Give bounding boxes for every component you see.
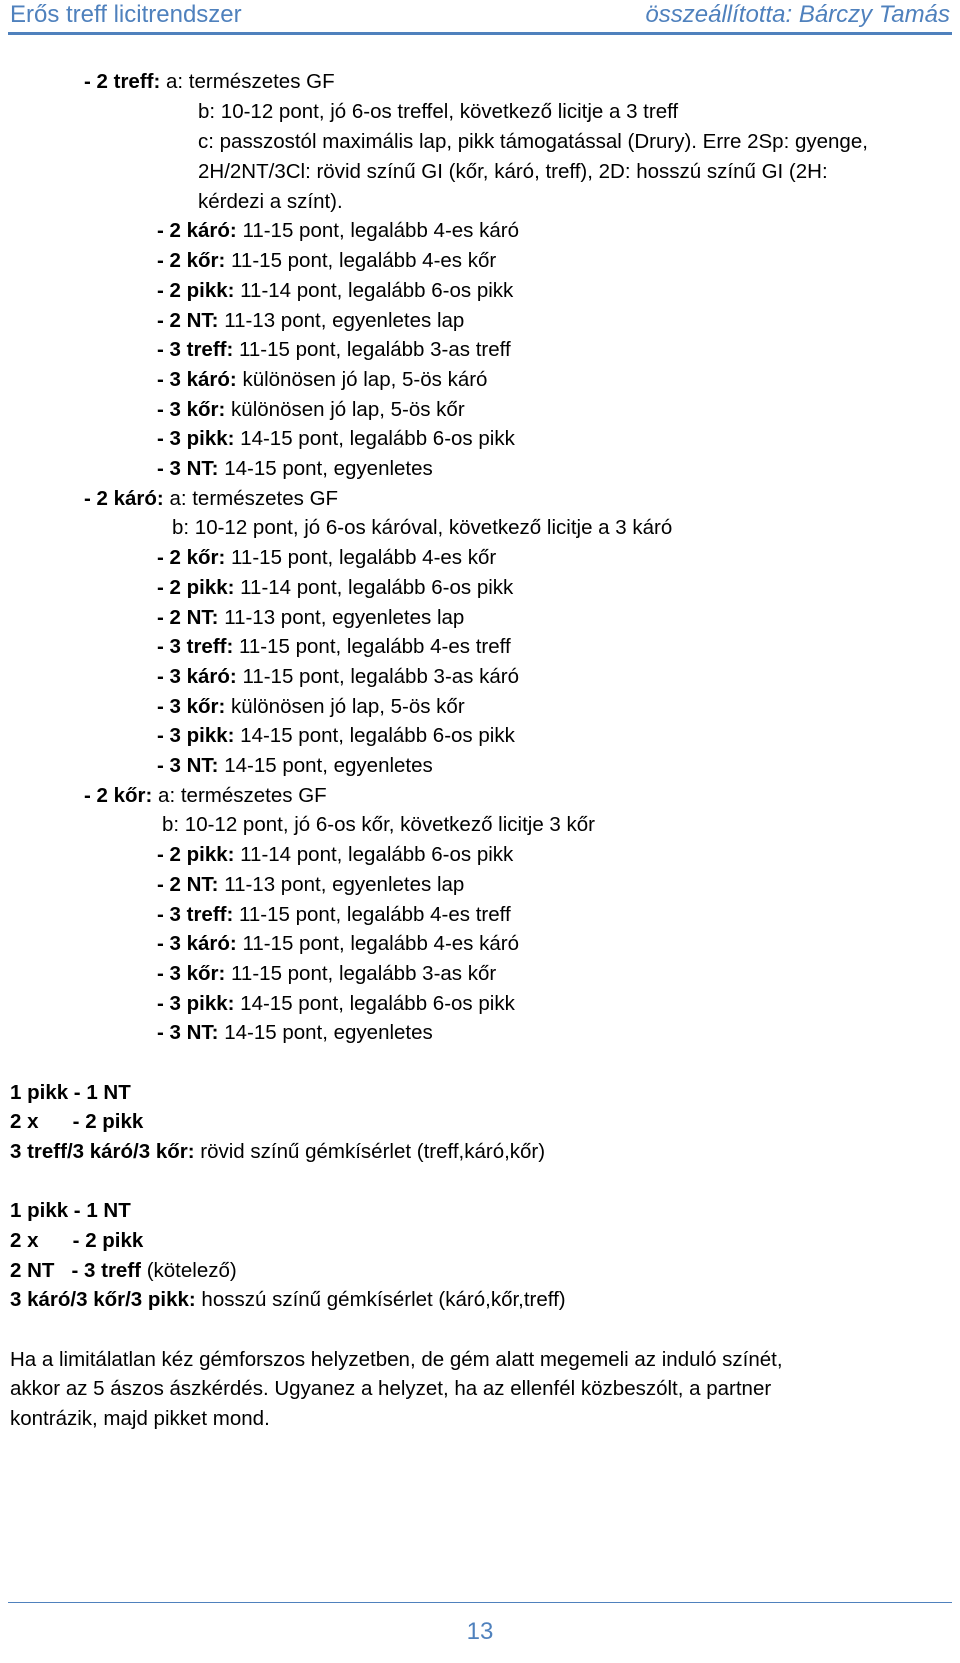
- text-line: - 2 treff: a: természetes GF: [84, 70, 335, 93]
- text-line: 3 káró/3 kőr/3 pikk: hosszú színű gémkísérlet (káró,kőr,treff): [10, 1288, 566, 1311]
- text-line: kontrázik, majd pikket mond.: [10, 1407, 270, 1430]
- text-line: - 3 káró: különösen jó lap, 5-ös káró: [157, 368, 488, 391]
- header-divider: [8, 32, 952, 35]
- text-line: - 2 NT: 11-13 pont, egyenletes lap: [157, 873, 465, 896]
- text-line: 1 pikk - 1 NT: [10, 1199, 131, 1222]
- text-line: - 3 pikk: 14-15 pont, legalább 6-os pikk: [157, 724, 515, 747]
- text-line: 2H/2NT/3Cl: rövid színű GI (kőr, káró, treff), 2D: hosszú színű GI (2H:: [198, 160, 828, 183]
- text-line: - 2 kőr: a: természetes GF: [84, 784, 327, 807]
- text-line: - 3 treff: 11-15 pont, legalább 4-es treff: [157, 635, 511, 658]
- text-line: - 2 NT: 11-13 pont, egyenletes lap: [157, 606, 465, 629]
- document-title: Erős treff licitrendszer: [10, 1, 242, 28]
- text-line: 2 NT - 3 treff (kötelező): [10, 1259, 237, 1282]
- text-line: kérdezi a színt).: [198, 190, 343, 213]
- text-line: - 2 káró: a: természetes GF: [84, 487, 339, 510]
- text-line: - 3 treff: 11-15 pont, legalább 3-as treff: [157, 338, 511, 361]
- text-line: b: 10-12 pont, jó 6-os kőr, következő licitje 3 kőr: [162, 813, 596, 836]
- text-line: - 3 pikk: 14-15 pont, legalább 6-os pikk: [157, 992, 515, 1015]
- text-line: b: 10-12 pont, jó 6-os treffel, következő licitje a 3 treff: [198, 100, 679, 123]
- text-line: 1 pikk - 1 NT: [10, 1081, 131, 1104]
- page-number: 13: [466, 1618, 494, 1645]
- text-line: 2 x - 2 pikk: [10, 1229, 144, 1252]
- text-line: - 3 treff: 11-15 pont, legalább 4-es treff: [157, 903, 511, 926]
- document-author: összeállította: Bárczy Tamás: [645, 1, 950, 28]
- text-line: - 2 NT: 11-13 pont, egyenletes lap: [157, 309, 465, 332]
- text-line: Ha a limitálatlan kéz gémforszos helyzetben, de gém alatt megemeli az induló színét,: [10, 1348, 783, 1371]
- text-line: - 3 káró: 11-15 pont, legalább 3-as káró: [157, 665, 520, 688]
- text-line: - 2 káró: 11-15 pont, legalább 4-es káró: [157, 219, 520, 242]
- text-line: - 3 káró: 11-15 pont, legalább 4-es káró: [157, 932, 520, 955]
- text-line: 3 treff/3 káró/3 kőr: rövid színű gémkísérlet (treff,káró,kőr): [10, 1140, 546, 1163]
- text-line: - 3 pikk: 14-15 pont, legalább 6-os pikk: [157, 427, 515, 450]
- text-line: - 3 NT: 14-15 pont, egyenletes: [157, 457, 433, 480]
- text-line: - 3 kőr: különösen jó lap, 5-ös kőr: [157, 398, 465, 421]
- text-line: - 3 NT: 14-15 pont, egyenletes: [157, 754, 433, 777]
- text-line: - 2 kőr: 11-15 pont, legalább 4-es kőr: [157, 249, 497, 272]
- text-line: - 2 pikk: 11-14 pont, legalább 6-os pikk: [157, 576, 514, 599]
- text-line: - 3 kőr: különösen jó lap, 5-ös kőr: [157, 695, 465, 718]
- text-line: - 3 NT: 14-15 pont, egyenletes: [157, 1021, 433, 1044]
- text-line: - 2 pikk: 11-14 pont, legalább 6-os pikk: [157, 843, 514, 866]
- text-line: c: passzostól maximális lap, pikk támogatással (Drury). Erre 2Sp: gyenge,: [198, 130, 868, 153]
- text-line: akkor az 5 ászos ászkérdés. Ugyanez a helyzet, ha az ellenfél közbeszólt, a partner: [10, 1377, 772, 1400]
- text-line: - 3 kőr: 11-15 pont, legalább 3-as kőr: [157, 962, 497, 985]
- page-header: [10, 0, 950, 30]
- text-line: b: 10-12 pont, jó 6-os káróval, következő licitje a 3 káró: [172, 516, 673, 539]
- footer-divider: [8, 1602, 952, 1603]
- text-line: - 2 pikk: 11-14 pont, legalább 6-os pikk: [157, 279, 514, 302]
- text-line: - 2 kőr: 11-15 pont, legalább 4-es kőr: [157, 546, 497, 569]
- text-line: 2 x - 2 pikk: [10, 1110, 144, 1133]
